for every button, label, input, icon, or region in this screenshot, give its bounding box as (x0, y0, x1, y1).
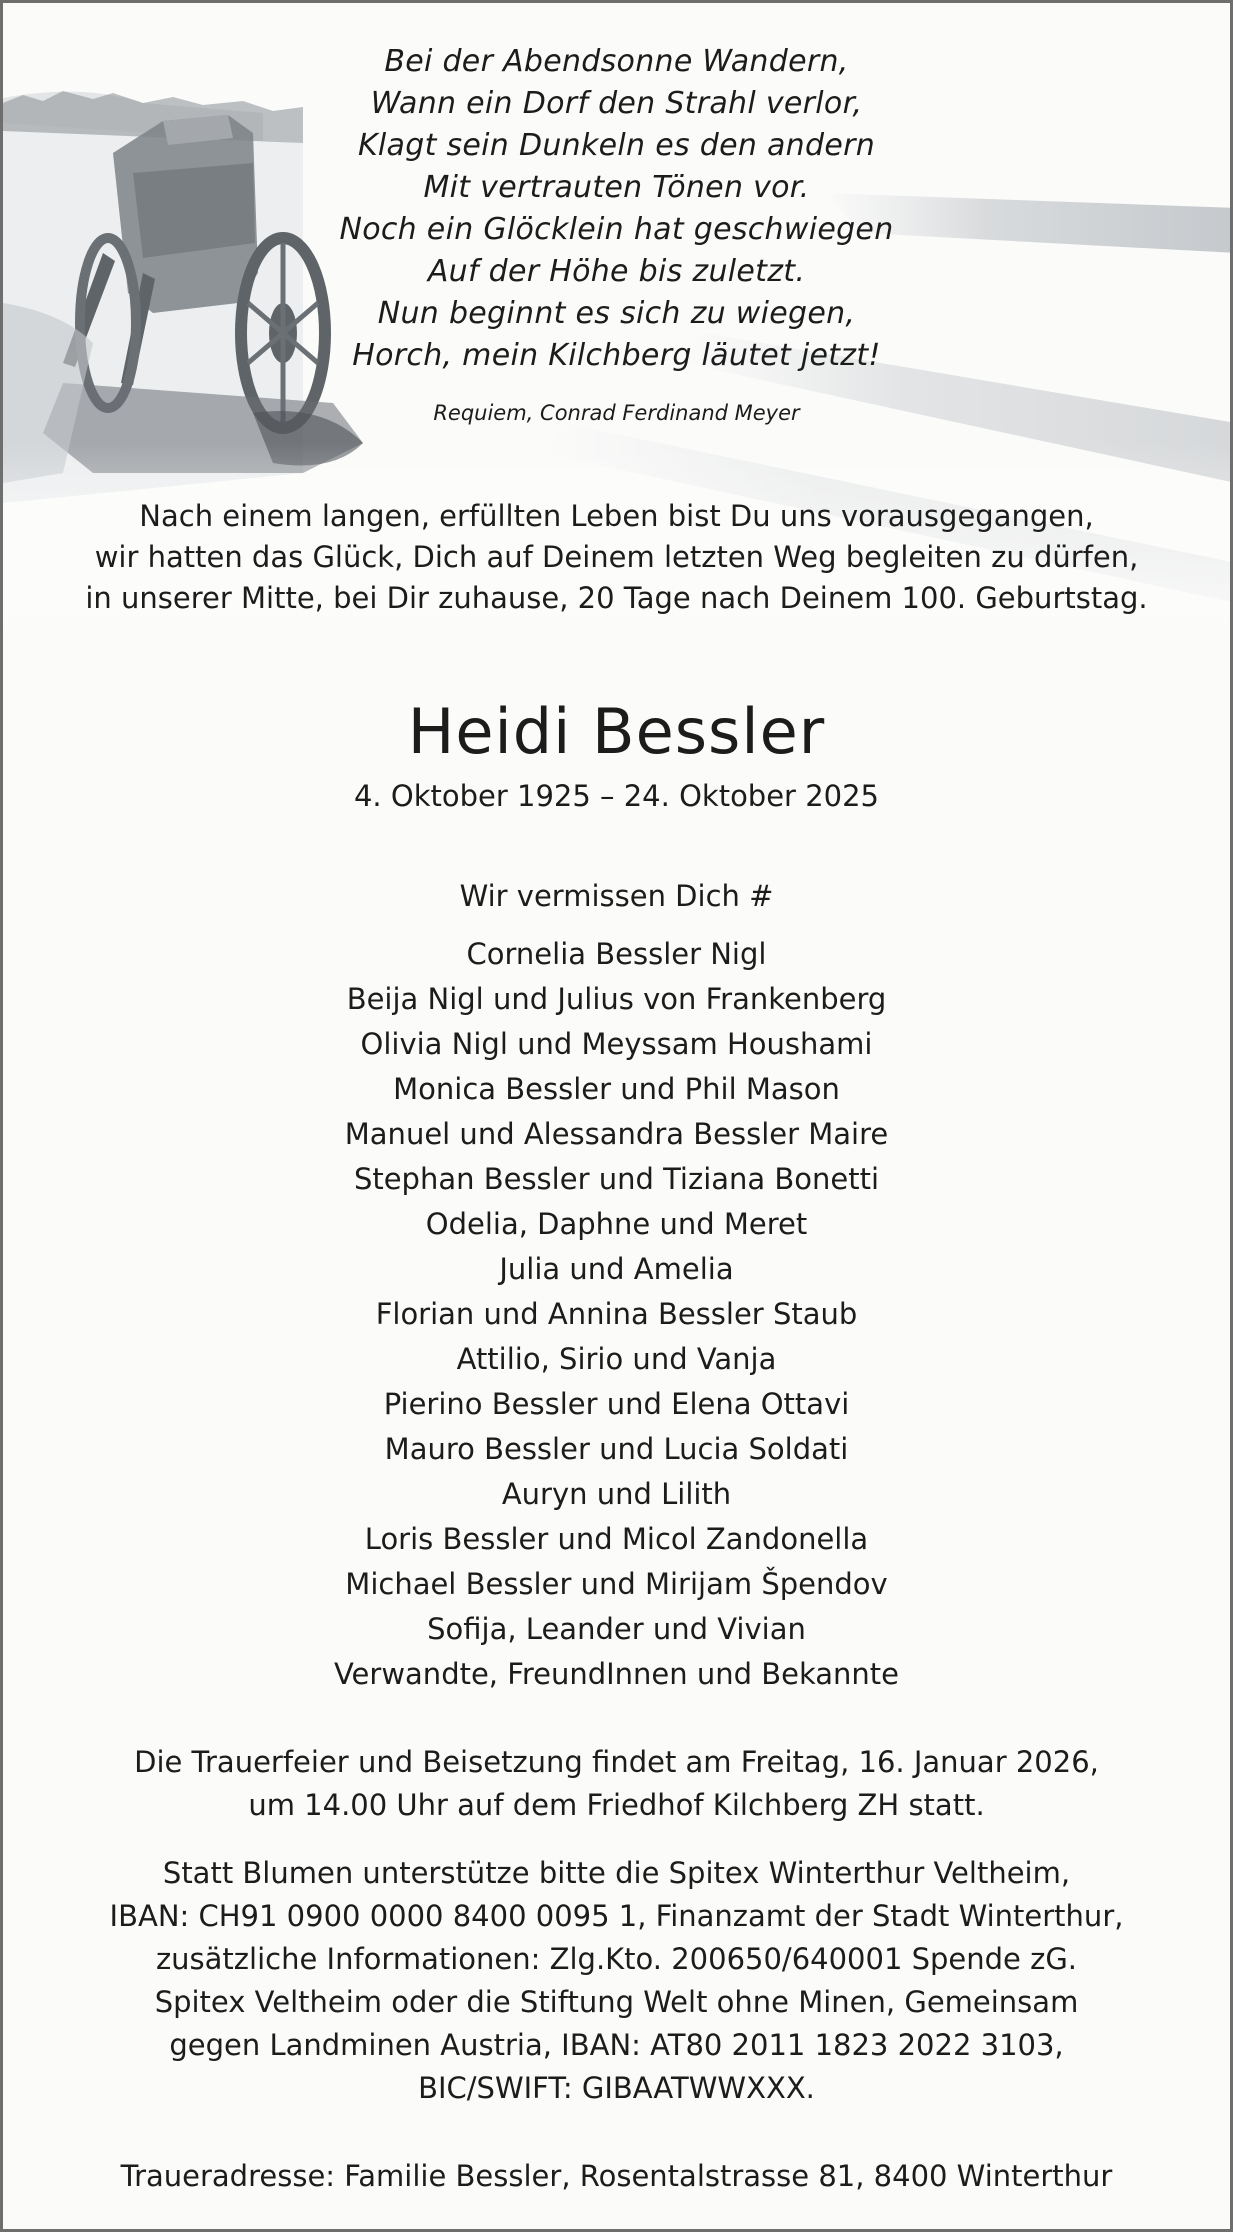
mourner-entry: Attilio, Sirio und Vanja (456, 1342, 777, 1376)
mourner-entry: Beija Nigl und Julius von Frankenberg (346, 982, 887, 1016)
mourners-list (3, 932, 1230, 1697)
mourner-entry: Sofija, Leander und Vivian (427, 1612, 806, 1646)
intro-line: in unserer Mitte, bei Dir zuhause, 20 Tage nach Deinem 100. Geburtstag. (85, 581, 1148, 615)
poem-line: Bei der Abendsonne Wandern, (384, 44, 849, 79)
mourner-entry: Florian und Annina Bessler Staub (375, 1297, 858, 1331)
poem-line: Noch ein Glöcklein hat geschwiegen (339, 212, 894, 247)
mourner-entry: Manuel und Alessandra Bessler Maire (344, 1117, 889, 1151)
poem-attribution: Requiem, Conrad Ferdinand Meyer (433, 401, 800, 425)
deceased-name: Heidi Bessler (407, 695, 826, 768)
donation-line: BIC/SWIFT: GIBAATWWXXX. (418, 2071, 815, 2105)
donation-line: IBAN: CH91 0900 0000 8400 0095 1, Finanzamt der Stadt Winterthur, (109, 1899, 1124, 1933)
mourning-address: Traueradresse: Familie Bessler, Rosentalstrasse 81, 8400 Winterthur (120, 2159, 1113, 2193)
donation-line: Spitex Veltheim oder die Stiftung Welt ohne Minen, Gemeinsam (154, 1985, 1079, 2019)
poem-line: Auf der Höhe bis zuletzt. (427, 254, 806, 289)
poem-line: Horch, mein Kilchberg läutet jetzt! (352, 338, 881, 373)
mourner-entry: Odelia, Daphne und Meret (425, 1207, 808, 1241)
mourner-entry: Mauro Bessler und Lucia Soldati (384, 1432, 849, 1466)
miss-line: Wir vermissen Dich # (459, 879, 774, 913)
intro-line: Nach einem langen, erfüllten Leben bist Du uns vorausgegangen, (139, 499, 1094, 533)
poem-line: Mit vertrauten Tönen vor. (423, 170, 810, 205)
poem-line: Nun beginnt es sich zu wiegen, (377, 296, 856, 331)
ceremony-info (3, 1741, 1230, 1827)
intro-line: wir hatten das Glück, Dich auf Deinem letzten Weg begleiten zu dürfen, (94, 540, 1139, 574)
donation-line: gegen Landminen Austria, IBAN: AT80 2011 1823 2022 3103, (169, 2028, 1064, 2062)
poem-line: Klagt sein Dunkeln es den andern (357, 128, 876, 163)
mourner-entry: Michael Bessler und Mirijam Špendov (345, 1567, 888, 1601)
mourner-entry: Auryn und Lilith (501, 1477, 732, 1511)
mourner-entry: Monica Bessler und Phil Mason (393, 1072, 840, 1106)
ceremony-line: um 14.00 Uhr auf dem Friedhof Kilchberg ZH statt. (248, 1788, 985, 1822)
poem-line: Wann ein Dorf den Strahl verlor, (370, 86, 863, 121)
mourner-entry: Pierino Bessler und Elena Ottavi (383, 1387, 850, 1421)
mourner-entry: Olivia Nigl und Meyssam Houshami (360, 1027, 873, 1061)
mourner-entry: Verwandte, FreundInnen und Bekannte (333, 1657, 900, 1691)
poem (3, 41, 1230, 377)
mourner-entry: Cornelia Bessler Nigl (466, 937, 767, 971)
mourner-entry: Loris Bessler und Micol Zandonella (364, 1522, 869, 1556)
mourner-entry: Julia und Amelia (499, 1252, 734, 1286)
mourner-entry: Stephan Bessler und Tiziana Bonetti (353, 1162, 880, 1196)
donation-line: zusätzliche Informationen: Zlg.Kto. 200650/640001 Spende zG. (155, 1942, 1078, 1976)
donation-line: Statt Blumen unterstütze bitte die Spitex Winterthur Veltheim, (162, 1856, 1071, 1890)
ceremony-line: Die Trauerfeier und Beisetzung findet am Freitag, 16. Januar 2026, (134, 1745, 1099, 1779)
intro-text (3, 496, 1230, 619)
life-dates: 4. Oktober 1925 – 24. Oktober 2025 (353, 779, 880, 813)
donation-info (3, 1852, 1230, 2110)
